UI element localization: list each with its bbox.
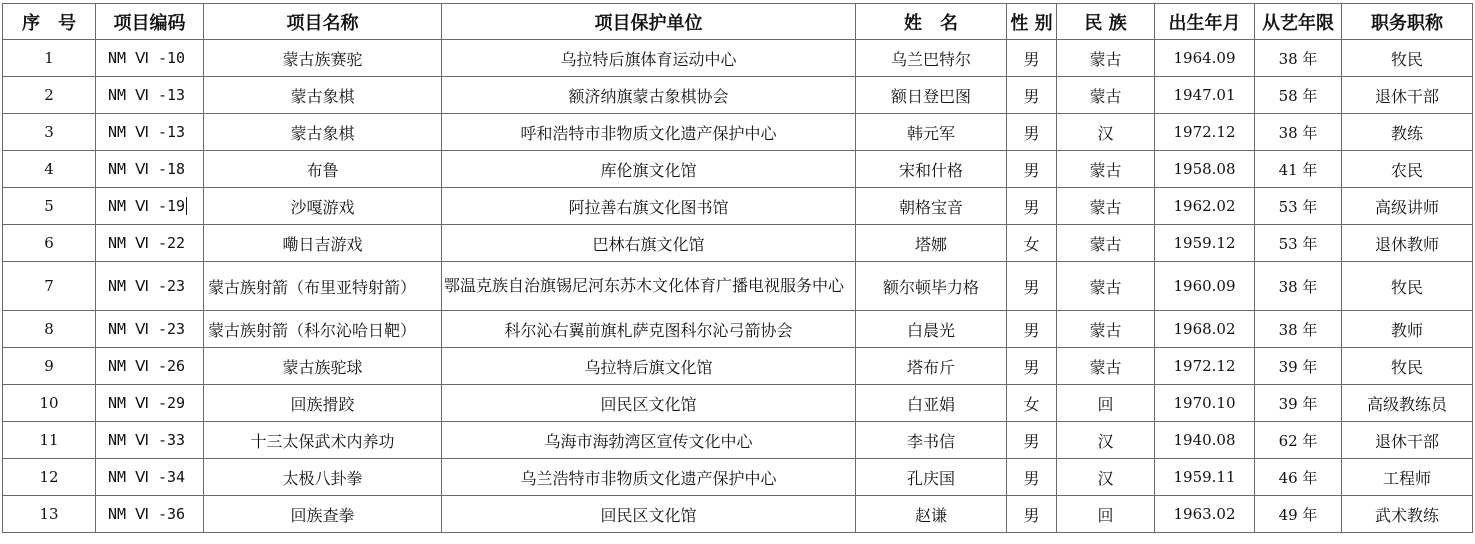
col-header-serial: 序 号 [3, 4, 96, 40]
cell-code: NM Ⅵ -26 [96, 348, 204, 385]
cell-ethnicity: 汉 [1057, 459, 1155, 496]
cell-person-name: 额日登巴图 [856, 77, 1007, 114]
cell-project-name: 蒙古族射箭（布里亚特射箭） [204, 262, 442, 311]
cell-protection-unit: 回民区文化馆 [442, 496, 856, 533]
cell-protection-unit: 回民区文化馆 [442, 385, 856, 422]
cell-birth: 1947.01 [1155, 77, 1255, 114]
cell-years: 46 年 [1255, 459, 1342, 496]
cell-protection-unit: 乌拉特后旗文化馆 [442, 348, 856, 385]
col-header-protection-unit: 项目保护单位 [442, 4, 856, 40]
cell-protection-unit: 阿拉善右旗文化图书馆 [442, 188, 856, 225]
cell-code: NM Ⅵ -33 [96, 422, 204, 459]
cell-project-name: 沙嘎游戏 [204, 188, 442, 225]
cell-person-name: 白晨光 [856, 311, 1007, 348]
cell-ethnicity: 回 [1057, 496, 1155, 533]
cell-protection-unit: 科尔沁右翼前旗札萨克图科尔沁弓箭协会 [442, 311, 856, 348]
col-header-ethnicity: 民 族 [1057, 4, 1155, 40]
cell-code-text: NM Ⅵ -19 [108, 196, 186, 215]
cell-serial: 7 [3, 262, 96, 311]
cell-code: NM Ⅵ -22 [96, 225, 204, 262]
cell-ethnicity: 蒙古 [1057, 348, 1155, 385]
text-cursor [186, 197, 187, 215]
cell-ethnicity: 回 [1057, 385, 1155, 422]
cell-project-name: 嘞日吉游戏 [204, 225, 442, 262]
cell-person-name: 额尔顿毕力格 [856, 262, 1007, 311]
cell-serial: 2 [3, 77, 96, 114]
table-row [3, 348, 1473, 385]
cell-gender: 男 [1007, 496, 1057, 533]
cell-title: 退休干部 [1342, 422, 1473, 459]
cell-birth: 1972.12 [1155, 114, 1255, 151]
table-row [3, 496, 1473, 533]
cell-protection-unit: 库伦旗文化馆 [442, 151, 856, 188]
cell-title: 高级教练员 [1342, 385, 1473, 422]
cell-serial: 3 [3, 114, 96, 151]
cell-gender: 男 [1007, 311, 1057, 348]
col-header-title: 职务职称 [1342, 4, 1473, 40]
cell-birth: 1963.02 [1155, 496, 1255, 533]
cell-ethnicity: 蒙古 [1057, 77, 1155, 114]
cell-serial: 5 [3, 188, 96, 225]
cell-gender: 女 [1007, 385, 1057, 422]
cell-code: NM Ⅵ -36 [96, 496, 204, 533]
cell-code: NM Ⅵ -13 [96, 77, 204, 114]
table-row [3, 262, 1473, 311]
cell-serial: 1 [3, 40, 96, 77]
cell-years: 38 年 [1255, 40, 1342, 77]
cell-person-name: 赵谦 [856, 496, 1007, 533]
cell-gender: 男 [1007, 77, 1057, 114]
cell-birth: 1968.02 [1155, 311, 1255, 348]
cell-years: 58 年 [1255, 77, 1342, 114]
table-row [3, 188, 1473, 225]
cell-years: 38 年 [1255, 311, 1342, 348]
cell-serial: 8 [3, 311, 96, 348]
cell-ethnicity: 汉 [1057, 422, 1155, 459]
cell-protection-unit: 呼和浩特市非物质文化遗产保护中心 [442, 114, 856, 151]
cell-birth: 1970.10 [1155, 385, 1255, 422]
cell-protection-unit: 乌拉特后旗体育运动中心 [442, 40, 856, 77]
cell-years: 39 年 [1255, 385, 1342, 422]
cell-title: 牧民 [1342, 40, 1473, 77]
cell-years: 49 年 [1255, 496, 1342, 533]
cell-serial: 9 [3, 348, 96, 385]
cell-birth: 1958.08 [1155, 151, 1255, 188]
cell-protection-unit: 乌兰浩特市非物质文化遗产保护中心 [442, 459, 856, 496]
cell-project-name: 蒙古族赛驼 [204, 40, 442, 77]
cell-ethnicity: 蒙古 [1057, 188, 1155, 225]
cell-years: 53 年 [1255, 225, 1342, 262]
cell-title: 退休干部 [1342, 77, 1473, 114]
cell-years: 39 年 [1255, 348, 1342, 385]
cell-serial: 6 [3, 225, 96, 262]
cell-gender: 男 [1007, 459, 1057, 496]
cell-project-name: 蒙古象棋 [204, 114, 442, 151]
table-row [3, 77, 1473, 114]
cell-project-name: 十三太保武术内养功 [204, 422, 442, 459]
cell-gender: 男 [1007, 422, 1057, 459]
col-header-person-name: 姓 名 [856, 4, 1007, 40]
cell-project-name: 回族查拳 [204, 496, 442, 533]
cell-project-name: 回族搰跤 [204, 385, 442, 422]
col-header-birth: 出生年月 [1155, 4, 1255, 40]
cell-gender: 男 [1007, 40, 1057, 77]
cell-serial: 11 [3, 422, 96, 459]
cell-gender: 男 [1007, 114, 1057, 151]
cell-years: 62 年 [1255, 422, 1342, 459]
cell-code: NM Ⅵ -10 [96, 40, 204, 77]
table-row [3, 40, 1473, 77]
cell-ethnicity: 汉 [1057, 114, 1155, 151]
cell-person-name: 宋和什格 [856, 151, 1007, 188]
cell-serial: 12 [3, 459, 96, 496]
cell-code: NM Ⅵ -23 [96, 311, 204, 348]
cell-person-name: 李书信 [856, 422, 1007, 459]
cell-project-name: 布鲁 [204, 151, 442, 188]
cell-project-name: 蒙古族射箭（科尔沁哈日靶） [204, 311, 442, 348]
cell-protection-unit: 鄂温克族自治旗锡尼河东苏木文化体育广播电视服务中心 [442, 262, 856, 311]
cell-serial: 13 [3, 496, 96, 533]
table-row [3, 114, 1473, 151]
cell-ethnicity: 蒙古 [1057, 311, 1155, 348]
cell-title: 牧民 [1342, 262, 1473, 311]
cell-protection-unit: 巴林右旗文化馆 [442, 225, 856, 262]
col-header-project-name: 项目名称 [204, 4, 442, 40]
cell-title: 武术教练 [1342, 496, 1473, 533]
cell-protection-unit: 乌海市海勃湾区宣传文化中心 [442, 422, 856, 459]
cell-person-name: 韩元军 [856, 114, 1007, 151]
cell-ethnicity: 蒙古 [1057, 40, 1155, 77]
cell-years: 38 年 [1255, 114, 1342, 151]
cell-person-name: 孔庆国 [856, 459, 1007, 496]
cell-ethnicity: 蒙古 [1057, 225, 1155, 262]
table-row [3, 422, 1473, 459]
cell-code: NM Ⅵ -18 [96, 151, 204, 188]
inheritors-table [2, 3, 1473, 533]
table-row [3, 151, 1473, 188]
cell-title: 牧民 [1342, 348, 1473, 385]
cell-person-name: 白亚娟 [856, 385, 1007, 422]
table-row [3, 311, 1473, 348]
cell-person-name: 塔布斤 [856, 348, 1007, 385]
cell-years: 38 年 [1255, 262, 1342, 311]
col-header-code: 项目编码 [96, 4, 204, 40]
cell-title: 教师 [1342, 311, 1473, 348]
cell-birth: 1960.09 [1155, 262, 1255, 311]
cell-serial: 4 [3, 151, 96, 188]
table-row [3, 385, 1473, 422]
col-header-gender: 性 别 [1007, 4, 1057, 40]
cell-project-name: 蒙古族驼球 [204, 348, 442, 385]
cell-project-name: 太极八卦拳 [204, 459, 442, 496]
cell-ethnicity: 蒙古 [1057, 262, 1155, 311]
cell-person-name: 乌兰巴特尔 [856, 40, 1007, 77]
cell-title: 农民 [1342, 151, 1473, 188]
cell-gender: 女 [1007, 225, 1057, 262]
cell-code: NM Ⅵ -13 [96, 114, 204, 151]
header-row [3, 4, 1473, 40]
cell-code: NM Ⅵ -23 [96, 262, 204, 311]
cell-title: 教练 [1342, 114, 1473, 151]
cell-years: 53 年 [1255, 188, 1342, 225]
cell-title: 退休教师 [1342, 225, 1473, 262]
cell-title: 工程师 [1342, 459, 1473, 496]
cell-person-name: 朝格宝音 [856, 188, 1007, 225]
cell-ethnicity: 蒙古 [1057, 151, 1155, 188]
cell-birth: 1964.09 [1155, 40, 1255, 77]
cell-years: 41 年 [1255, 151, 1342, 188]
cell-birth: 1940.08 [1155, 422, 1255, 459]
cell-code: NM Ⅵ -34 [96, 459, 204, 496]
cell-gender: 男 [1007, 188, 1057, 225]
cell-serial: 10 [3, 385, 96, 422]
cell-birth: 1972.12 [1155, 348, 1255, 385]
cell-protection-unit: 额济纳旗蒙古象棋协会 [442, 77, 856, 114]
table-row [3, 225, 1473, 262]
cell-code-editing[interactable] [96, 188, 204, 225]
cell-person-name: 塔娜 [856, 225, 1007, 262]
cell-birth: 1962.02 [1155, 188, 1255, 225]
cell-title: 高级讲师 [1342, 188, 1473, 225]
cell-birth: 1959.11 [1155, 459, 1255, 496]
cell-gender: 男 [1007, 348, 1057, 385]
col-header-years: 从艺年限 [1255, 4, 1342, 40]
cell-gender: 男 [1007, 262, 1057, 311]
table-row [3, 459, 1473, 496]
cell-birth: 1959.12 [1155, 225, 1255, 262]
cell-gender: 男 [1007, 151, 1057, 188]
cell-project-name: 蒙古象棋 [204, 77, 442, 114]
cell-code: NM Ⅵ -29 [96, 385, 204, 422]
